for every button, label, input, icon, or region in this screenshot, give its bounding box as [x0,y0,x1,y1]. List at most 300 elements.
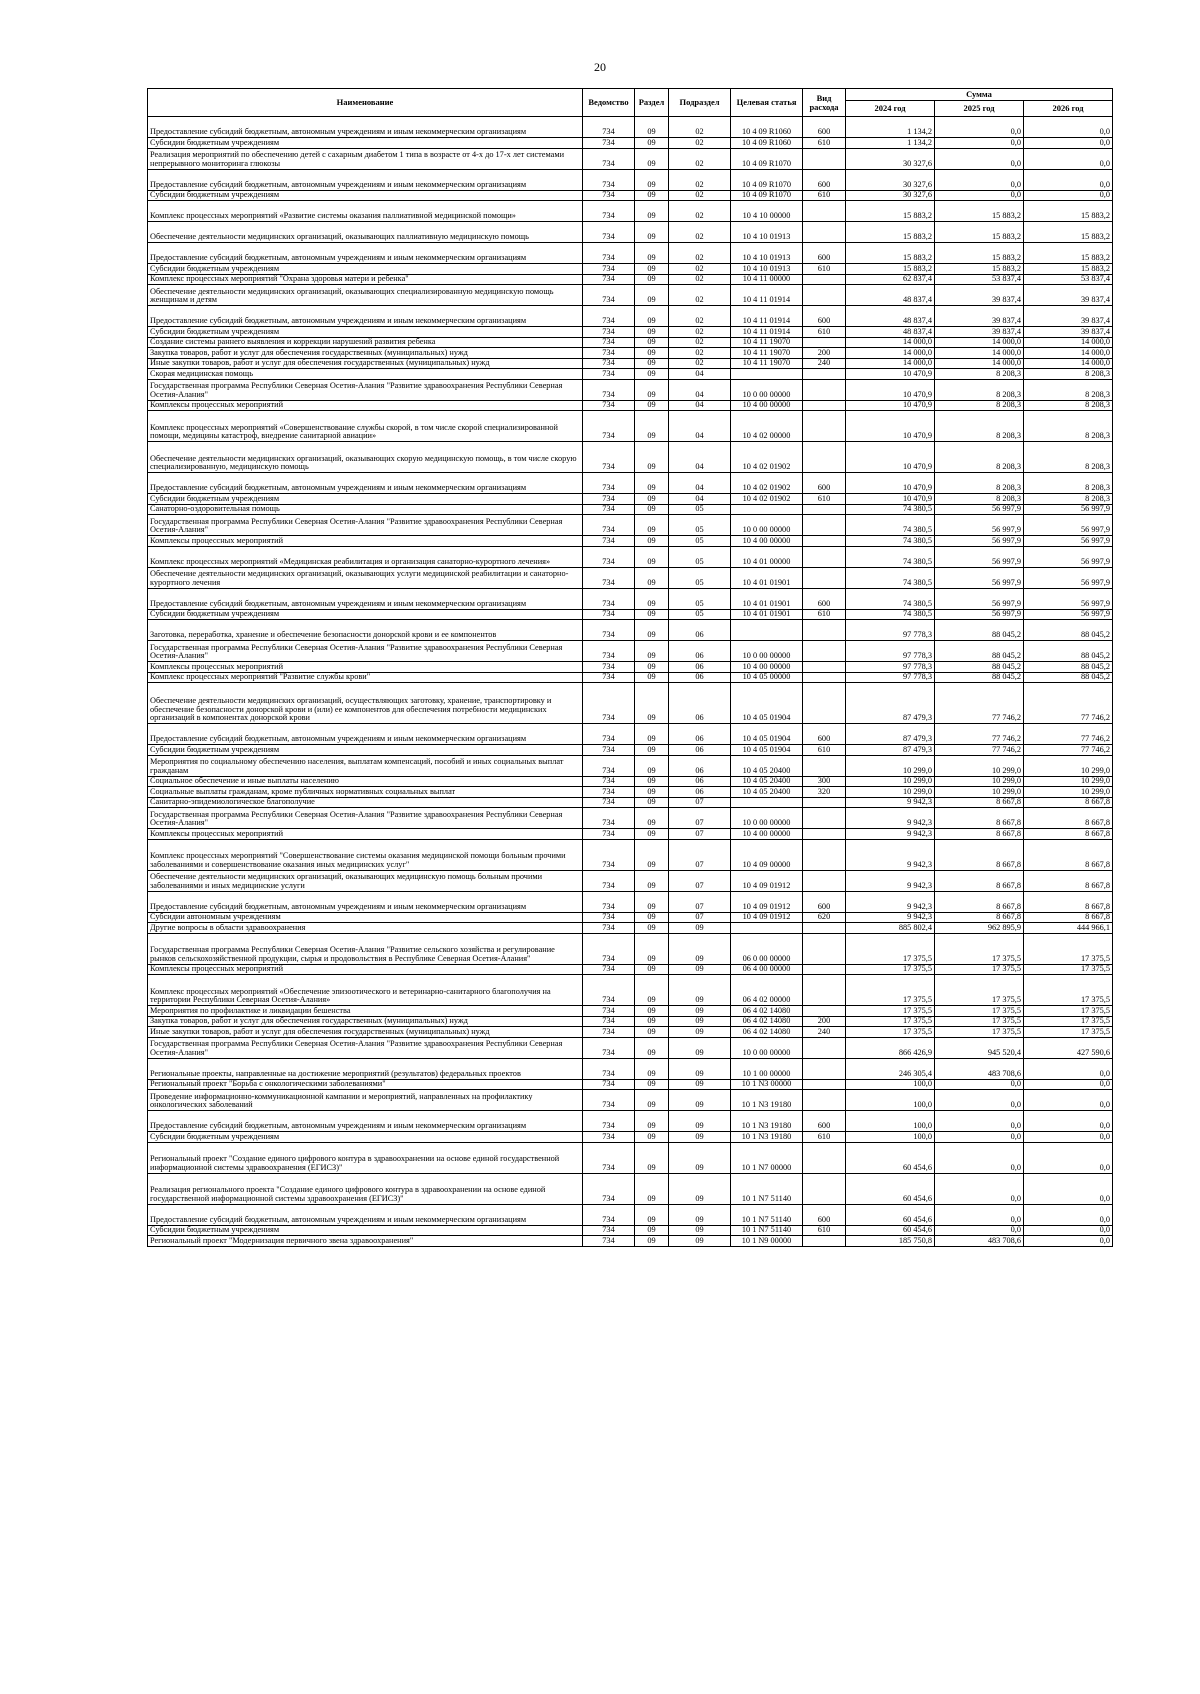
row-sum-2025: 0,0 [935,138,1024,149]
row-section: 09 [635,473,669,494]
table-row [148,1142,1113,1173]
header-2026: 2026 год [1024,101,1113,117]
row-dept: 734 [583,536,635,547]
row-sum-2025: 8 667,8 [935,808,1024,829]
table-row [148,1058,1113,1079]
row-sum-2026: 17 375,5 [1024,1006,1113,1017]
row-exp-type [803,222,846,243]
row-exp-type: 610 [803,745,846,756]
row-subsection: 09 [669,923,731,934]
row-exp-type [803,1142,846,1173]
table-row [148,620,1113,641]
row-section: 09 [635,348,669,359]
row-section: 09 [635,201,669,222]
row-exp-type [803,369,846,380]
row-sum-2026: 14 000,0 [1024,337,1113,348]
row-exp-type [803,567,846,588]
row-sum-2026: 444 966,1 [1024,923,1113,934]
table-row [148,117,1113,138]
table-row [148,504,1113,515]
row-dept: 734 [583,588,635,609]
row-exp-type: 600 [803,473,846,494]
row-section: 09 [635,787,669,798]
row-sum-2024: 885 802,4 [846,923,935,934]
row-exp-type [803,148,846,169]
row-name: Иные закупки товаров, работ и услуг для обеспечения государственных (муниципальных) нужд [148,1027,583,1038]
row-exp-type: 600 [803,1111,846,1132]
row-sum-2025: 8 667,8 [935,797,1024,808]
row-name: Обеспечение деятельности медицинских организаций, оказывающих услуги медицинской реабилитации и санаторно-курортного лечения [148,567,583,588]
row-sum-2024: 9 942,3 [846,808,935,829]
row-dept: 734 [583,672,635,683]
row-sum-2024: 30 327,6 [846,190,935,201]
row-target: 10 4 05 20400 [731,787,803,798]
row-subsection: 09 [669,1225,731,1236]
row-dept: 734 [583,1225,635,1236]
row-dept: 734 [583,117,635,138]
row-dept: 734 [583,1090,635,1111]
row-sum-2024: 10 299,0 [846,776,935,787]
row-sum-2024: 87 479,3 [846,745,935,756]
row-subsection: 06 [669,672,731,683]
row-section: 09 [635,1090,669,1111]
table-row [148,1079,1113,1090]
row-subsection: 04 [669,494,731,505]
row-subsection: 07 [669,808,731,829]
row-target: 10 4 10 01913 [731,243,803,264]
row-dept: 734 [583,1142,635,1173]
row-sum-2024: 10 299,0 [846,755,935,776]
row-sum-2025: 0,0 [935,148,1024,169]
row-sum-2024: 97 778,3 [846,641,935,662]
row-exp-type: 600 [803,243,846,264]
row-dept: 734 [583,933,635,964]
row-sum-2026: 8 208,3 [1024,473,1113,494]
row-sum-2024: 15 883,2 [846,243,935,264]
row-sum-2026: 17 375,5 [1024,1016,1113,1027]
row-dept: 734 [583,662,635,673]
row-section: 09 [635,609,669,620]
row-subsection: 05 [669,546,731,567]
row-sum-2026: 15 883,2 [1024,243,1113,264]
row-section: 09 [635,933,669,964]
row-subsection: 09 [669,1204,731,1225]
row-sum-2026: 0,0 [1024,1058,1113,1079]
row-section: 09 [635,839,669,870]
table-row [148,724,1113,745]
table-row [148,1225,1113,1236]
header-name: Наименование [148,89,583,117]
row-section: 09 [635,1132,669,1143]
row-subsection: 04 [669,400,731,411]
row-subsection: 09 [669,933,731,964]
table-row [148,546,1113,567]
row-subsection: 04 [669,369,731,380]
table-row [148,337,1113,348]
row-sum-2026: 8 208,3 [1024,400,1113,411]
row-target: 10 4 00 00000 [731,400,803,411]
row-section: 09 [635,1142,669,1173]
row-subsection: 05 [669,588,731,609]
row-subsection: 06 [669,724,731,745]
row-section: 09 [635,745,669,756]
row-section: 09 [635,829,669,840]
row-exp-type [803,662,846,673]
row-target: 10 4 09 01912 [731,891,803,912]
row-sum-2024: 9 942,3 [846,912,935,923]
row-sum-2026: 39 837,4 [1024,327,1113,338]
row-subsection: 05 [669,515,731,536]
row-exp-type [803,1079,846,1090]
row-sum-2025: 53 837,4 [935,274,1024,285]
row-section: 09 [635,306,669,327]
row-sum-2025: 14 000,0 [935,348,1024,359]
row-dept: 734 [583,546,635,567]
row-name: Субсидии бюджетным учреждениям [148,190,583,201]
row-sum-2026: 56 997,9 [1024,588,1113,609]
row-subsection: 02 [669,148,731,169]
row-sum-2025: 17 375,5 [935,1027,1024,1038]
row-name: Социальное обеспечение и иные выплаты населению [148,776,583,787]
row-sum-2025: 17 375,5 [935,964,1024,975]
row-sum-2024: 15 883,2 [846,222,935,243]
row-dept: 734 [583,1006,635,1017]
row-name: Предоставление субсидий бюджетным, автономным учреждениям и иным некоммерческим организациям [148,306,583,327]
row-sum-2025: 17 375,5 [935,975,1024,1006]
row-dept: 734 [583,870,635,891]
row-name: Санитарно-эпидемиологическое благополучие [148,797,583,808]
row-target: 10 4 05 20400 [731,776,803,787]
row-target: 10 4 10 01913 [731,222,803,243]
row-sum-2024: 1 134,2 [846,117,935,138]
row-subsection: 06 [669,662,731,673]
row-section: 09 [635,672,669,683]
row-section: 09 [635,964,669,975]
row-sum-2024: 866 426,9 [846,1037,935,1058]
row-sum-2025: 56 997,9 [935,504,1024,515]
row-dept: 734 [583,473,635,494]
row-sum-2024: 10 470,9 [846,369,935,380]
row-section: 09 [635,567,669,588]
row-target: 10 4 11 19070 [731,358,803,369]
row-exp-type [803,933,846,964]
table-row [148,808,1113,829]
row-sum-2026: 39 837,4 [1024,285,1113,306]
row-sum-2025: 17 375,5 [935,933,1024,964]
row-subsection: 02 [669,327,731,338]
row-subsection: 02 [669,169,731,190]
row-dept: 734 [583,274,635,285]
header-section: Раздел [635,89,669,117]
row-sum-2025: 77 746,2 [935,683,1024,724]
row-sum-2025: 15 883,2 [935,201,1024,222]
row-target: 10 1 N7 51140 [731,1225,803,1236]
row-target: 10 0 00 00000 [731,808,803,829]
row-sum-2026: 10 299,0 [1024,755,1113,776]
row-sum-2026: 8 667,8 [1024,829,1113,840]
table-row [148,400,1113,411]
row-sum-2024: 60 454,6 [846,1225,935,1236]
row-dept: 734 [583,567,635,588]
row-section: 09 [635,1173,669,1204]
row-dept: 734 [583,504,635,515]
row-name: Субсидии бюджетным учреждениям [148,264,583,275]
header-target: Целевая статья [731,89,803,117]
table-row [148,306,1113,327]
row-exp-type: 200 [803,348,846,359]
row-sum-2025: 15 883,2 [935,264,1024,275]
row-subsection: 06 [669,745,731,756]
row-name: Обеспечение деятельности медицинских организаций, оказывающих паллиативную медицинскую помощь [148,222,583,243]
row-target: 10 1 N7 51140 [731,1173,803,1204]
table-row [148,348,1113,359]
row-exp-type [803,504,846,515]
row-target: 10 4 11 01914 [731,285,803,306]
row-sum-2024: 100,0 [846,1132,935,1143]
row-exp-type [803,808,846,829]
row-subsection: 06 [669,620,731,641]
row-subsection: 07 [669,797,731,808]
header-subsection: Подраздел [669,89,731,117]
row-sum-2024: 30 327,6 [846,169,935,190]
row-target: 10 4 09 R1070 [731,148,803,169]
row-name: Региональный проект "Модернизация первичного звена здравоохранения" [148,1236,583,1247]
row-target: 10 1 N7 51140 [731,1204,803,1225]
row-sum-2024: 60 454,6 [846,1173,935,1204]
row-sum-2026: 17 375,5 [1024,1027,1113,1038]
row-exp-type [803,337,846,348]
row-sum-2024: 100,0 [846,1090,935,1111]
row-dept: 734 [583,1037,635,1058]
row-exp-type [803,1006,846,1017]
row-sum-2026: 88 045,2 [1024,672,1113,683]
row-target: 10 1 N3 19180 [731,1111,803,1132]
table-row [148,567,1113,588]
row-sum-2026: 8 208,3 [1024,494,1113,505]
row-section: 09 [635,1204,669,1225]
row-dept: 734 [583,755,635,776]
row-target: 10 4 05 00000 [731,672,803,683]
row-subsection: 07 [669,839,731,870]
table-row [148,243,1113,264]
row-sum-2025: 0,0 [935,1111,1024,1132]
row-sum-2024: 9 942,3 [846,870,935,891]
row-exp-type: 600 [803,306,846,327]
row-exp-type [803,1236,846,1247]
row-subsection: 09 [669,1090,731,1111]
row-sum-2026: 0,0 [1024,1204,1113,1225]
row-dept: 734 [583,201,635,222]
row-dept: 734 [583,494,635,505]
row-target: 10 4 09 R1070 [731,169,803,190]
row-dept: 734 [583,515,635,536]
row-target: 10 4 11 01914 [731,327,803,338]
row-sum-2026: 0,0 [1024,138,1113,149]
row-name: Комплексы процессных мероприятий [148,964,583,975]
row-name: Субсидии бюджетным учреждениям [148,609,583,620]
row-exp-type [803,1037,846,1058]
row-name: Иные закупки товаров, работ и услуг для обеспечения государственных (муниципальных) нужд [148,358,583,369]
row-section: 09 [635,1225,669,1236]
row-exp-type: 600 [803,724,846,745]
row-name: Комплекс процессных мероприятий «Совершенствование службы скорой, в том числе скорой специализированной помощи, медицины катастроф, внедрение санитарной авиации» [148,411,583,442]
row-dept: 734 [583,358,635,369]
row-name: Реализация мероприятий по обеспечению детей с сахарным диабетом 1 типа в возрасте от 4-х до 17-х лет системами непрерывного мониторинга глюкозы [148,148,583,169]
row-sum-2024: 74 380,5 [846,609,935,620]
row-name: Обеспечение деятельности медицинских организаций, оказывающих специализированную медицинскую помощь женщинам и детям [148,285,583,306]
row-sum-2026: 15 883,2 [1024,201,1113,222]
table-row [148,201,1113,222]
row-dept: 734 [583,1173,635,1204]
row-sum-2024: 74 380,5 [846,536,935,547]
row-sum-2026: 0,0 [1024,1142,1113,1173]
row-sum-2025: 39 837,4 [935,327,1024,338]
row-sum-2025: 8 208,3 [935,369,1024,380]
row-sum-2026: 0,0 [1024,117,1113,138]
row-name: Комплекс процессных мероприятий «Медицинская реабилитация и организация санаторно-курортного лечения» [148,546,583,567]
row-subsection: 05 [669,536,731,547]
table-row [148,285,1113,306]
row-section: 09 [635,1111,669,1132]
table-row [148,683,1113,724]
row-name: Субсидии бюджетным учреждениям [148,1132,583,1143]
row-target: 10 1 N3 00000 [731,1079,803,1090]
row-sum-2026: 8 208,3 [1024,379,1113,400]
row-dept: 734 [583,776,635,787]
row-name: Обеспечение деятельности медицинских организаций, оказывающих скорую медицинскую помощь, в том числе скорую специализированную, медицинскую помощь [148,442,583,473]
row-sum-2024: 97 778,3 [846,672,935,683]
row-sum-2024: 74 380,5 [846,546,935,567]
row-name: Закупка товаров, работ и услуг для обеспечения государственных (муниципальных) нужд [148,1016,583,1027]
row-dept: 734 [583,1204,635,1225]
row-name: Комплексы процессных мероприятий [148,829,583,840]
row-target: 10 0 00 00000 [731,641,803,662]
row-name: Государственная программа Республики Северная Осетия-Алания "Развитие здравоохранения Республики Северная Осетия-Алания" [148,641,583,662]
row-target: 10 0 00 00000 [731,1037,803,1058]
row-dept: 734 [583,337,635,348]
row-target: 10 4 01 00000 [731,546,803,567]
row-target: 06 4 02 14080 [731,1006,803,1017]
row-target: 10 4 11 19070 [731,348,803,359]
row-sum-2025: 8 208,3 [935,473,1024,494]
row-subsection: 02 [669,138,731,149]
row-exp-type [803,923,846,934]
row-sum-2024: 17 375,5 [846,1016,935,1027]
row-subsection: 09 [669,1058,731,1079]
row-name: Предоставление субсидий бюджетным, автономным учреждениям и иным некоммерческим организациям [148,117,583,138]
row-sum-2026: 14 000,0 [1024,358,1113,369]
row-name: Комплекс процессных мероприятий "Совершенствование системы оказания медицинской помощи больным прочими заболеваниями и совершенствование оказания иных медицинских услуг" [148,839,583,870]
table-row [148,797,1113,808]
row-target: 10 1 N3 19180 [731,1132,803,1143]
row-section: 09 [635,285,669,306]
row-sum-2024: 48 837,4 [846,306,935,327]
row-sum-2026: 56 997,9 [1024,567,1113,588]
row-sum-2025: 39 837,4 [935,285,1024,306]
row-sum-2026: 15 883,2 [1024,264,1113,275]
row-sum-2026: 88 045,2 [1024,662,1113,673]
row-sum-2025: 0,0 [935,1204,1024,1225]
row-dept: 734 [583,411,635,442]
row-name: Предоставление субсидий бюджетным, автономным учреждениям и иным некоммерческим организациям [148,1204,583,1225]
table-row [148,1016,1113,1027]
row-sum-2026: 39 837,4 [1024,306,1113,327]
row-sum-2026: 427 590,6 [1024,1037,1113,1058]
row-target: 06 4 00 00000 [731,964,803,975]
row-name: Комплекс процессных мероприятий «Развитие системы оказания паллиативной медицинской помощи» [148,201,583,222]
row-sum-2025: 8 208,3 [935,411,1024,442]
row-dept: 734 [583,169,635,190]
row-sum-2026: 8 667,8 [1024,797,1113,808]
row-name: Комплексы процессных мероприятий [148,662,583,673]
row-exp-type [803,829,846,840]
row-sum-2025: 17 375,5 [935,1006,1024,1017]
row-subsection: 06 [669,787,731,798]
row-sum-2026: 8 208,3 [1024,369,1113,380]
row-subsection: 04 [669,379,731,400]
row-name: Государственная программа Республики Северная Осетия-Алания "Развитие здравоохранения Республики Северная Осетия-Алания" [148,379,583,400]
table-row [148,776,1113,787]
row-target: 10 1 N3 19180 [731,1090,803,1111]
row-target: 10 4 00 00000 [731,662,803,673]
row-dept: 734 [583,787,635,798]
row-sum-2025: 0,0 [935,1079,1024,1090]
page-number: 20 [594,60,606,74]
row-subsection: 02 [669,201,731,222]
table-row [148,1027,1113,1038]
row-dept: 734 [583,1058,635,1079]
row-section: 09 [635,243,669,264]
table-row [148,641,1113,662]
table-row [148,912,1113,923]
table-row [148,369,1113,380]
header-exp-type: Вид расхода [803,89,846,117]
row-sum-2024: 74 380,5 [846,588,935,609]
row-subsection: 06 [669,641,731,662]
header-2025: 2025 год [935,101,1024,117]
row-subsection: 04 [669,411,731,442]
row-exp-type: 240 [803,358,846,369]
row-sum-2026: 88 045,2 [1024,641,1113,662]
row-sum-2026: 56 997,9 [1024,515,1113,536]
row-dept: 734 [583,306,635,327]
row-section: 09 [635,327,669,338]
row-exp-type [803,411,846,442]
row-exp-type: 600 [803,117,846,138]
table-row [148,829,1113,840]
row-section: 09 [635,358,669,369]
row-sum-2025: 77 746,2 [935,724,1024,745]
row-sum-2026: 10 299,0 [1024,787,1113,798]
table-row [148,672,1113,683]
row-dept: 734 [583,964,635,975]
row-target: 10 4 09 01912 [731,870,803,891]
row-subsection: 02 [669,274,731,285]
row-target: 10 4 09 00000 [731,839,803,870]
row-dept: 734 [583,724,635,745]
row-name: Субсидии бюджетным учреждениям [148,138,583,149]
row-sum-2026: 56 997,9 [1024,536,1113,547]
row-sum-2024: 97 778,3 [846,662,935,673]
row-sum-2024: 17 375,5 [846,1027,935,1038]
row-exp-type: 610 [803,1132,846,1143]
row-target [731,797,803,808]
row-sum-2026: 56 997,9 [1024,504,1113,515]
row-name: Государственная программа Республики Северная Осетия-Алания "Развитие сельского хозяйства и регулирование рынков сельскохозяйственной продукции, сырья и продовольствия в Республике Северная Осетия-Алания" [148,933,583,964]
row-sum-2025: 0,0 [935,1173,1024,1204]
row-dept: 734 [583,327,635,338]
row-dept: 734 [583,1016,635,1027]
